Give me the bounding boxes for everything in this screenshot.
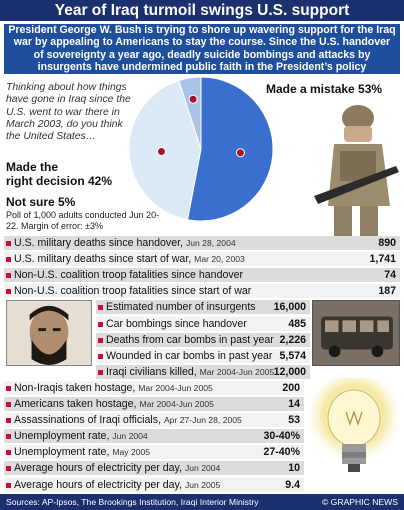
row-label-text: Americans taken hostage, bbox=[14, 398, 140, 410]
row-value: 187 bbox=[378, 285, 396, 298]
light-bulb-icon bbox=[302, 378, 402, 482]
row-date: Jun 2004 bbox=[184, 463, 221, 474]
row-value: 30-40% bbox=[263, 430, 300, 443]
row-date: May 2005 bbox=[112, 447, 151, 458]
row-label bbox=[14, 268, 243, 283]
row-label-text: Wounded in car bombs in past year bbox=[106, 349, 273, 362]
table-row bbox=[4, 445, 304, 460]
row-label-text: Iraqi civilians killed, bbox=[106, 365, 200, 378]
row-label-text: Unemployment rate, bbox=[14, 446, 113, 459]
row-bullet bbox=[98, 354, 103, 359]
table-row bbox=[96, 317, 310, 332]
row-date: Jun 28, 2004 bbox=[185, 238, 236, 248]
row-value: 12,000 bbox=[273, 365, 306, 378]
row-bullet bbox=[6, 273, 11, 278]
row-value: 16,000 bbox=[273, 301, 306, 314]
row-label bbox=[14, 445, 150, 460]
soldier-photo bbox=[304, 96, 404, 246]
row-label bbox=[106, 365, 274, 380]
row-date: Jun 2004 bbox=[112, 431, 148, 442]
row-label bbox=[14, 236, 236, 251]
poll-question: Thinking about how things have gone in Iraq since the U.S. went to war there in March 2003, do you think the United States… bbox=[6, 82, 131, 143]
table-row bbox=[4, 268, 400, 283]
table-row bbox=[96, 333, 310, 348]
row-bullet bbox=[98, 305, 103, 310]
row-date: Mar 2004-Jun 2005 bbox=[138, 382, 213, 393]
row-date: Mar 20, 2003 bbox=[194, 254, 245, 265]
poll-pie-chart bbox=[126, 74, 276, 224]
row-label-text: U.S. military deaths since start of war, bbox=[14, 253, 195, 266]
row-bullet bbox=[6, 241, 11, 246]
table-row bbox=[4, 252, 400, 267]
dot-made-a-mistake bbox=[236, 149, 244, 157]
row-label bbox=[14, 381, 213, 396]
row-value: 74 bbox=[384, 269, 396, 282]
table-row bbox=[96, 349, 310, 364]
row-label bbox=[106, 333, 274, 348]
table-row bbox=[4, 284, 400, 299]
row-label-text: Unemployment rate, bbox=[14, 430, 113, 443]
label-right-decision-line1: Made the bbox=[6, 160, 59, 174]
row-bullet bbox=[6, 289, 11, 294]
table-row bbox=[4, 381, 304, 396]
row-label bbox=[14, 429, 148, 444]
row-label bbox=[106, 349, 272, 364]
row-bullet bbox=[6, 450, 11, 455]
row-label-text: Deaths from car bombs in past year bbox=[106, 333, 274, 346]
row-bullet bbox=[6, 434, 11, 439]
row-bullet bbox=[6, 466, 11, 471]
row-bullet bbox=[98, 322, 103, 327]
dot-not-sure bbox=[189, 95, 197, 103]
row-value: 5,574 bbox=[279, 349, 306, 362]
row-label-text: Estimated number of insurgents bbox=[106, 301, 256, 314]
poll-note: Poll of 1,000 adults conducted Jun 20-22. Margin of error: ±3% bbox=[6, 210, 160, 231]
row-value: 200 bbox=[282, 381, 300, 394]
row-label-text: Assassinations of Iraqi officials, bbox=[14, 414, 164, 427]
row-value: 9.4 bbox=[285, 478, 300, 491]
intro-text: President George W. Bush is trying to shore up wavering support for the Iraq war by appealing to Americans to stay the course. Since the U.S. handover of sovereignty a year ago, deadly suicide bombings and attacks by insurgents have undermined public faith in the President’s policy bbox=[4, 24, 400, 74]
table-row bbox=[4, 478, 304, 493]
footer bbox=[0, 494, 404, 510]
label-not-sure: Not sure 5% bbox=[6, 195, 76, 209]
label-right-decision bbox=[6, 160, 112, 188]
row-label-text: Non-Iraqis taken hostage, bbox=[14, 381, 139, 394]
row-value: 890 bbox=[378, 237, 396, 249]
row-label bbox=[14, 478, 220, 493]
table-row bbox=[96, 365, 310, 380]
row-value: 2,226 bbox=[279, 333, 306, 346]
row-label-text: Non-U.S. coalition troop fatalities since handover bbox=[14, 269, 244, 282]
row-value: 485 bbox=[288, 317, 306, 330]
row-label bbox=[14, 413, 242, 428]
row-label bbox=[106, 300, 256, 315]
row-value: 53 bbox=[288, 414, 300, 427]
row-bullet bbox=[98, 338, 103, 343]
row-bullet bbox=[6, 418, 11, 423]
table-row bbox=[96, 300, 310, 315]
row-bullet bbox=[6, 386, 11, 391]
row-label bbox=[14, 284, 251, 299]
row-bullet bbox=[98, 370, 103, 375]
row-label-text: Car bombings since handover bbox=[106, 317, 247, 330]
row-label bbox=[14, 461, 220, 476]
row-value: 27-40% bbox=[263, 446, 300, 459]
row-date: Mar 2004-Jun 2005 bbox=[139, 399, 214, 409]
table-row bbox=[4, 236, 400, 251]
footer-credit: © GRAPHIC NEWS bbox=[321, 497, 398, 507]
row-label-text: Average hours of electricity per day, bbox=[14, 478, 185, 491]
row-date: Mar 2004-Jun 2005 bbox=[199, 366, 275, 377]
row-label bbox=[14, 397, 214, 412]
footer-sources: Sources: AP-Ipsos, The Brookings Institution, Iraqi Interior Ministry bbox=[6, 497, 259, 507]
row-date: Apr 27-Jun 28, 2005 bbox=[163, 415, 242, 426]
row-bullet bbox=[6, 483, 11, 488]
label-made-a-mistake: Made a mistake 53% bbox=[266, 82, 383, 96]
portrait-photo bbox=[6, 300, 92, 366]
dot-right-decision bbox=[157, 147, 165, 155]
row-label-text: Average hours of electricity per day, bbox=[14, 462, 185, 475]
row-label-text: U.S. military deaths since handover, bbox=[14, 237, 186, 249]
row-label-text: Non-U.S. coalition troop fatalities since start of war bbox=[14, 285, 252, 298]
row-date: Jun 2005 bbox=[184, 479, 221, 490]
table-row bbox=[4, 461, 304, 476]
row-label bbox=[106, 317, 247, 332]
table-row bbox=[4, 397, 304, 412]
burnt-vehicle-photo bbox=[312, 300, 400, 366]
row-value: 14 bbox=[288, 398, 300, 410]
row-bullet bbox=[6, 402, 11, 407]
table-row bbox=[4, 413, 304, 428]
row-value: 10 bbox=[288, 462, 300, 475]
table-row bbox=[4, 429, 304, 444]
row-bullet bbox=[6, 257, 11, 262]
label-right-decision-line2: right decision 42% bbox=[6, 174, 113, 188]
row-value: 1,741 bbox=[369, 253, 396, 266]
row-label bbox=[14, 252, 245, 267]
page-title: Year of Iraq turmoil swings U.S. support bbox=[0, 0, 404, 21]
